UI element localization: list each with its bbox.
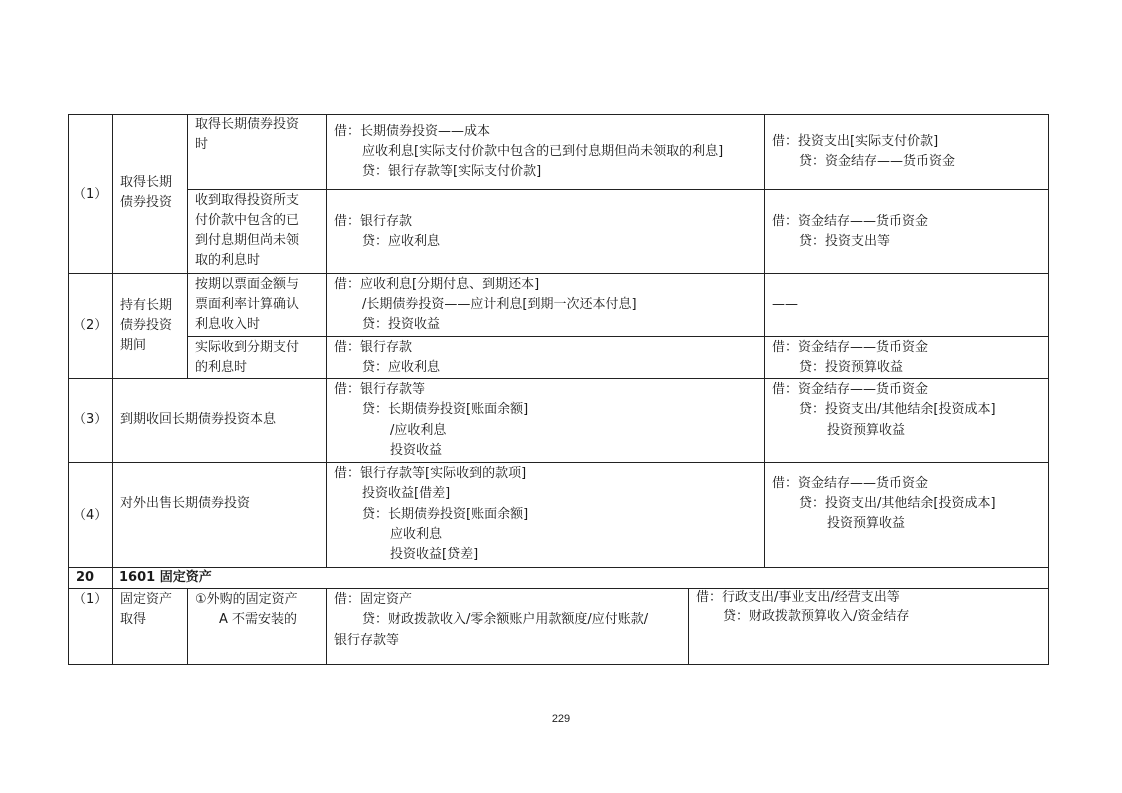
- budget-entry: 贷：资金结存——货币资金: [799, 154, 956, 169]
- section-title: 1601 固定资产: [119, 570, 212, 585]
- financial-entry: 借：银行存款: [334, 214, 413, 229]
- row-number: （3）: [73, 412, 108, 427]
- budget-entry: 投资预算收益: [827, 423, 906, 438]
- row-number: （1）: [73, 187, 108, 202]
- financial-entry: 投资收益[借差]: [362, 486, 451, 501]
- section-number: 20: [76, 570, 95, 585]
- condition-text: 利息收入时: [195, 317, 261, 332]
- condition-text: 付价款中包含的已: [195, 213, 300, 228]
- budget-entry: 投资预算收益: [827, 516, 906, 531]
- condition-text: 到付息期但尚未领: [195, 233, 300, 248]
- item-label: 到期收回长期债券投资本息: [120, 412, 277, 427]
- condition-text: 收到取得投资所支: [195, 193, 300, 208]
- financial-entry: 借：银行存款: [334, 340, 413, 355]
- table-cell: [112, 462, 327, 568]
- item-label: 债券投资: [120, 318, 173, 333]
- table-cell: [764, 273, 1049, 337]
- row-number: （4）: [73, 508, 108, 523]
- financial-entry: /应收利息: [390, 423, 447, 438]
- condition-text: 取的利息时: [195, 253, 261, 268]
- financial-entry: 贷：长期债券投资[账面余额]: [362, 507, 529, 522]
- item-label: 取得: [120, 612, 147, 627]
- financial-entry: 借：银行存款等: [334, 382, 426, 397]
- financial-entry: 投资收益[贷差]: [390, 547, 479, 562]
- financial-entry: 贷：投资收益: [362, 317, 441, 332]
- condition-text: 票面利率计算确认: [195, 297, 300, 312]
- page-number: 229: [551, 713, 571, 725]
- budget-entry: 借：资金结存——货币资金: [772, 476, 929, 491]
- financial-entry: 应收利息: [390, 527, 443, 542]
- financial-entry: 借：银行存款等[实际收到的款项]: [334, 466, 527, 481]
- row-number: （2）: [73, 318, 108, 333]
- item-label: 对外出售长期债券投资: [120, 496, 251, 511]
- financial-entry: 银行存款等: [334, 633, 400, 648]
- financial-entry: 贷：财政拨款收入/零余额账户用款额度/应付账款/: [362, 612, 649, 627]
- financial-entry: /长期债券投资——应计利息[到期一次还本付息]: [362, 297, 637, 312]
- item-label: 取得长期: [120, 175, 173, 190]
- item-label: 期间: [120, 338, 147, 353]
- financial-entry: 借：固定资产: [334, 592, 413, 607]
- condition-text: 取得长期债券投资: [195, 117, 300, 132]
- condition-text: 时: [195, 137, 209, 152]
- financial-entry: 贷：银行存款等[实际支付价款]: [362, 164, 542, 179]
- financial-entry: 借：长期债券投资——成本: [334, 124, 491, 139]
- condition-text: 按期以票面金额与: [195, 277, 300, 292]
- budget-entry: ——: [772, 297, 798, 312]
- condition-text: ①外购的固定资产: [195, 592, 298, 607]
- budget-entry: 借：行政支出/事业支出/经营支出等: [696, 590, 900, 605]
- financial-entry: 贷：应收利息: [362, 234, 441, 249]
- item-label: 债券投资: [120, 195, 173, 210]
- item-label: 固定资产: [120, 592, 173, 607]
- financial-entry: 借：应收利息[分期付息、到期还本]: [334, 277, 540, 292]
- budget-entry: 借：资金结存——货币资金: [772, 382, 929, 397]
- financial-entry: 贷：长期债券投资[账面余额]: [362, 402, 529, 417]
- row-number: （1）: [73, 592, 108, 607]
- condition-text: 的利息时: [195, 360, 248, 375]
- financial-entry: 应收利息[实际支付价款中包含的已到付息期但尚未领取的利息]: [362, 144, 724, 159]
- item-label: 持有长期: [120, 298, 173, 313]
- budget-entry: 贷：投资支出/其他结余[投资成本]: [799, 402, 996, 417]
- budget-entry: 借：资金结存——货币资金: [772, 340, 929, 355]
- condition-text: A 不需安装的: [219, 612, 298, 627]
- table-cell: [112, 567, 1049, 589]
- budget-entry: 贷：财政拨款预算收入/资金结存: [723, 609, 910, 624]
- budget-entry: 贷：投资支出等: [799, 234, 891, 249]
- budget-entry: 贷：投资支出/其他结余[投资成本]: [799, 496, 996, 511]
- financial-entry: 贷：应收利息: [362, 360, 441, 375]
- condition-text: 实际收到分期支付: [195, 340, 300, 355]
- budget-entry: 借：投资支出[实际支付价款]: [772, 134, 939, 149]
- budget-entry: 借：资金结存——货币资金: [772, 214, 929, 229]
- budget-entry: 贷：投资预算收益: [799, 360, 904, 375]
- financial-entry: 投资收益: [390, 443, 443, 458]
